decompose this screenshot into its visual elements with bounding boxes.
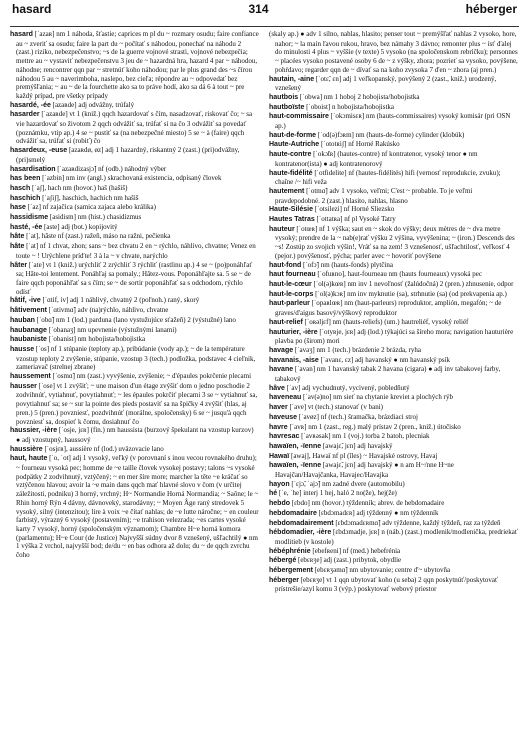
entry-headword: Hautes Tatras [269, 216, 315, 224]
dictionary-entry [269, 566, 518, 576]
dictionary-entry [10, 174, 259, 184]
entry-headword: haubanage [10, 326, 47, 334]
dictionary-entry [10, 316, 259, 326]
entry-headword: hebdomadaire [269, 509, 317, 517]
entry-headword: has been [10, 175, 41, 183]
entry-headword: hawaïen, -ïenne [269, 462, 322, 470]
dictionary-entry [269, 93, 518, 103]
dictionary-entry [269, 461, 518, 479]
dictionary-entry [269, 442, 518, 452]
entry-headword: hasardeux, -euse [10, 147, 68, 155]
entry-definition: [ˈavanɛ, ɛz] adj havanský ● nm havanský psík [320, 355, 451, 364]
entry-definition: [ˈazbin] nm inv (angl.) skrachovaná existencia, odpísaný človek [42, 174, 222, 183]
entry-headword: haut-relief [269, 318, 303, 326]
entry-definition: [ˈate] vt 1 (kniž.) urýchliť 2 zrýchliť 3 rýchliť (rastlinu ap.) 4 se ~ (po)ponáhľať sa; Hâte-toi lentement. Ponáhľaj sa pomaly.; Hâtez-vous. Poponáhľajte sa. 5 se ~ de faire qqch poponáhľať sa s čím; se ~ de sortir poponáhľať sa s odchodom, rýchlo odísť [16, 260, 253, 296]
entry-definition: [ɛbdɔmadje, jɛʀ] n (náb.) (zast.) modlenik/modlenička, predriekať modlitieb (v kostole) [275, 528, 518, 546]
entry-definition: [asidism] nm (hist.) chasidizmus [49, 213, 142, 222]
dictionary-entry [10, 261, 259, 297]
entry-headword: haubaniste [10, 336, 47, 344]
entry-definition: [ˈe, ˈhe] interj 1 hej, haló 2 no(že), hej(že) [278, 489, 397, 498]
entry-headword: hautbois [269, 93, 299, 101]
dictionary-entry [269, 215, 518, 225]
entry-definition: [ˈave] vt (tech.) stanovať (v bani) [289, 403, 383, 412]
dictionary-entry [269, 403, 518, 413]
dictionary-entry [10, 101, 259, 111]
dictionary-entry [10, 335, 259, 345]
entry-headword: hasard [10, 31, 33, 38]
entry-headword: Haute-Autriche [269, 141, 320, 149]
entry-definition: [ˈavaʒ] nm 1 (tech.) brázdenie 2 brázda, ryha [294, 345, 421, 354]
dictionary-entry [269, 290, 518, 300]
entry-definition: [ˈavøz] nf (tech.) šramačka, brázdiaci stroj [298, 412, 418, 421]
entry-definition: [ˈavʀ] nm 1 (zast., reg.) malý prístav 2 (pren., kniž.) útočisko [289, 422, 461, 431]
dictionary-entry [269, 432, 518, 442]
entry-headword: hasardisation [10, 165, 56, 173]
entry-definition: [ˈokɔmisɛʀ] nm (hauts-commissaires) vysoký komisár (pri OSN ap.) [275, 112, 511, 131]
entry-definition: [ˈotfidelite] nf (hautes-fidélités) hifi (vernosť reprodukcie, zvuku); chaîne /~ hifi veža [275, 168, 501, 187]
entry-definition: [ebɛʀʒəmɑ̃] nm ubytovanie; centre d'~ ubytovňa [314, 566, 451, 575]
entry-definition: [ebɛʀʒe] adj (zast.) pribytok, obydlie [297, 556, 402, 565]
entry-definition: [ˈopaʀlœʀ] nm (haut-parleurs) reproduktor, amplión, megafón; ~ de graves/d'aigus basový/výškový reproduktor [275, 299, 502, 318]
dictionary-entry [269, 75, 518, 93]
entry-definition: [awajɛ̃, jɛn] adj havajský [322, 441, 393, 450]
left-column [10, 30, 259, 594]
entry-definition: [ˈoʀəljɛf] nm (hauts-reliefs) (um.) hautreliéf, vysoký reliéf [304, 317, 469, 326]
dictionary-entry [269, 556, 518, 566]
dictionary-entry [10, 382, 259, 427]
entry-headword: Haute-Silésie [269, 206, 313, 214]
entry-headword: hautboïste [269, 103, 305, 111]
entry-definition: [ˈofɔ̃] nm (hauts-fonds) plytčina [303, 260, 394, 269]
dictionary-entry [269, 328, 518, 346]
entry-definition: [ˈobɑ̃] nm 1 (lod.) parduna (lano vystužujúce sťažeň) 2 (výstužné) lano [36, 315, 236, 324]
entry-definition: [ˈat] nf 1 chvat, zhon; sans ~ bez chvatu 2 en ~ rýchlo, náhlivo, chvatne; Venez en toute ~ ! Urýchlene príďte! 3 à la ~ v chvate, narýchlo [16, 242, 256, 260]
entry-headword: hasarder [10, 111, 40, 119]
dictionary-entry [269, 413, 518, 423]
entry-definition: [ˈotsilezi] nf Horné Sliezsko [314, 205, 395, 214]
dictionary-entry [10, 232, 259, 242]
dictionary-entry [10, 296, 259, 306]
dictionary-entry [269, 365, 518, 383]
dictionary-entry [10, 306, 259, 316]
entry-headword: hebdo [269, 500, 290, 508]
entry-definition: [ɛbdɔmadɛʀmɑ̃] adv týždenne, každý týždeň, raz za týždeň [335, 518, 501, 527]
left-guide-word: hasard [12, 2, 52, 16]
entry-definition: [ˈotmɑ̃] adv 1 vysoko, veľmi; C'est ~ probable. To je veľmi pravdepodobné. 2 (zast.) hlasito, nahlas, hlasno [275, 186, 473, 205]
entry-definition: [ˈɛjɔ̃, ˈajɔ̃] nm zadné dvere (automobilu) [291, 479, 405, 488]
dictionary-entry [269, 576, 518, 594]
dictionary-entry [10, 372, 259, 382]
dictionary-entry [269, 112, 518, 130]
entry-definition: [ˈat], hâste nf (zast.) ražeň, máso na ražni, pečienka [26, 232, 171, 241]
entry-headword: haveneau [269, 394, 302, 402]
dictionary-entry [269, 346, 518, 356]
entry-definition: [ɛbdɔmadɛʀ] adj týždenný ● nm týždenník [318, 508, 439, 517]
entry-headword: havanais, -aise [269, 356, 319, 364]
entry-headword: hébdomadier, -ière [269, 529, 332, 537]
entry-definition: [ˈɑtivmɑ̃] adv (na)rýchlo, náhlivo, chvatne [48, 306, 169, 315]
dictionary-entry [269, 423, 518, 433]
entry-headword: hausser [10, 382, 37, 390]
header-rule [10, 26, 519, 27]
right-guide-word: héberger [465, 2, 517, 16]
entry-definition: [ˈol(ə)kɔʀ] nm inv myknutie (sa), strhnutie (sa) (od prekvapenia ap.) [315, 289, 507, 298]
entry-definition: [ˈazaʀde] vt 1 (kniž.) qqch hazardovať s čím, nasadzovať, riskovať čo; ~ sa vie hazardovať so životom 2 qqch odvážiť sa, trúfať si na čo 3 odvážiť sa povedať (poznámku, vtip ap.) 4 se ~ pustiť sa (na nebezpečné miesto) 5 se ~ à (faire) qqch odvážiť sa, trúfať si (robiť) čo [16, 110, 253, 146]
entry-headword: hassidisme [10, 214, 49, 222]
entry-headword: hâte [10, 243, 25, 251]
entry-headword: havage [269, 346, 294, 354]
entry-definition: [ebefʀeni] nf (med.) hebefrénia [312, 546, 401, 555]
entry-headword: hase [10, 204, 26, 212]
dictionary-entry [269, 169, 518, 187]
entry-definition: [awaj], Hawaï nf pl (îles) ~ Havajské ostrovy, Havaj [290, 451, 438, 460]
entry-definition: [ˈaʃiʃ], haschich, hachich nm hašiš [42, 193, 139, 202]
entry-headword: hawaïen, -ïenne [269, 442, 322, 450]
entry-headword: haut, haute [10, 455, 48, 463]
entry-definition: [ˈobanaʒ] nm upevnenie (výstužnými lanami) [48, 325, 177, 334]
entry-definition: [aste] adj (bot.) kopijovitý [44, 222, 118, 231]
dictionary-entry [10, 165, 259, 175]
dictionary-entry [269, 299, 518, 317]
entry-definition: [awajɛ̃, jɛn] adj havajský ● n am H~/nne H~ne Havajčan/Havajčanka, Havajec/Havajka [275, 461, 454, 480]
entry-headword: hautain, -aine [269, 75, 315, 83]
entry-definition: [ˈavʀəsak] nm 1 (voj.) torba 2 batoh, plecniak [301, 432, 430, 441]
entry-definition: [ˈotyʀje, jɛʀ] adj (lod.) týkajúci sa šíreho mora; navigation hauturière plavba po (širom) mori [275, 327, 514, 346]
entry-definition: [ˈosje, jɛʀ] (fin.) nm haussista (burzový špekulant na vzostup kurzov) ● adj vzostupný, haussový [16, 426, 254, 444]
entry-definition: [azaʀde] adj odvážny, trúfalý [52, 100, 135, 109]
entry-headword: haut-parleur [269, 300, 310, 308]
dictionary-entry [269, 205, 518, 215]
dictionary-entry [269, 187, 518, 205]
entry-definition: [ˈosjɛʀ], aussière nf (lod.) uväzovacie lano [44, 444, 164, 453]
entry-headword: hayon [269, 480, 290, 488]
entry-headword: haussier, -ière [10, 427, 58, 435]
entry-definition: [ˈavan] nm 1 havanský tabak 2 havana (cigara) ● adj inv tabakovej farby, tabakový [275, 365, 501, 384]
entry-headword: haut-de-forme [269, 131, 317, 139]
entry-headword: haut fourneau [269, 271, 316, 279]
dictionary-entry [269, 140, 518, 150]
entry-definition: [ˈotœʀ] nf 1 výška; saut en ~ skok do výšky; deux mètres de ~ dva metre vysoký; prendre de la ~ nab(e)rať výšku 2 výšina, vyvýšenina; ~ (iron.) Descends des ~s! Zostúp zo svojich výšin!, Vráť sa na zem! 3 vznešenosť, ušľachtilosť, veľkosť 4 (pejor.) povýšenosť, pýcha; parler avec ~ hovoriť povýšene [275, 224, 515, 260]
entry-definition: [ˈav(ə)no] nm sieť na chytanie kreviet a plochých rýb [303, 393, 453, 402]
entry-definition: [ˈofuʀno], haut-fourneau nm (hauts fourneaux) vysoká pec [317, 270, 482, 279]
dictionary-entry [269, 318, 518, 328]
entry-definition: [ˈɑtif, iv] adj 1 náhlivý, chvatný 2 (poľnoh.) raný, skorý [42, 296, 200, 305]
entry-headword: hâter [10, 261, 28, 269]
entry-definition: [ˈokɔ̃tʀ] (hautes-contre) nf kontratenor, vysoký tenor ● nm kontratenor(ista) ● adj kontratenorový [275, 150, 478, 168]
dictionary-entry [10, 203, 259, 213]
entry-headword: hébergement [269, 567, 313, 575]
entry-definition: (skaly ap.) ● adv 1 silno, nahlas, hlasito; penser tout ~ premýšľať nahlas 2 vysoko, hore, nahor; ~ la main ľavou rukou, hravo, bez námahy 3 dávno; remonter plus ~ ísť ďalej do minulosti 4 plus ~ vyššie (v texte) 5 vysoko (na spoločenskom rebríčku); personnes ~ placées vysoko postavené osoby 6 de ~ z výšky, zhora; pozrieť sa vysoko, povýšene, pohŕdavo; regarder qqn de ~ dívať sa na koho zvysoka 7 d'en ~ zhora (aj pren.) [269, 30, 518, 74]
entry-definition: [ˈottatʀa] nf pl Vysoké Tatry [316, 215, 396, 224]
entry-definition: [ɛbdo] nm (hovor.) týždenník; abrev. de hebdomadaire [291, 499, 445, 508]
entry-definition: [ˈosmɑ̃] nm (zast.) vyvýšenie, zvýšenie; ~ d'épaules pokrčenie plecami [52, 372, 252, 381]
entry-headword: hâtif, -ive [10, 297, 41, 305]
entry-definition: [ˈos] nf 1 stúpanie (teploty ap.), pribúdanie (vody ap.); ~ de la température vzostup teploty 2 zvýšenie, stúpanie, vzostup 3 (tech.) podložka, podstavec 4 cieľnik, zameriavač (strelnej zbrane) [16, 344, 256, 372]
entry-definition: [ˈoboist] n hobojista/hobojistka [306, 102, 395, 111]
dictionary-entry [269, 356, 518, 366]
dictionary-entry [269, 528, 518, 546]
page-header [10, 0, 519, 24]
dictionary-entry [269, 30, 518, 75]
entry-headword: hasch [10, 184, 31, 192]
entry-definition: [ˈazaʀ] nm 1 náhoda, šťastie; caprices m pl du ~ rozmary osudu; faire confiance au ~ zveriť sa osudu; faire la part du ~ počítať s náhodou, ponechať na náhodu 2 (zast.) riziko, nebezpečenstvo; ~s de la guerre vojnové strasti, vojnové nebezpečia; mettre au ~ vystaviť nebezpečenstvu 3 jeu de ~ hazardná hra, hazard 4 par ~ náhodou, náhodne; rencontrer qqn par ~ stretnúť koho náhodou; par le plus grand des ~s čírou náhodou 5 au ~ naverimboha, naslepo, bez cieľa; répondre au ~ odpovedať bez premýšľania; ~ au ~ de la fourchette ako sa to práve hodí, ako sa dá 6 à tout ~ pre každý prípad, pre všetky prípady [16, 30, 259, 100]
entry-headword: Hawaï [269, 452, 290, 460]
dictionary-entry [269, 547, 518, 557]
entry-definition: [ˈol(ə)kœʀ] nm inv 1 nevoľnosť (žalúdočná) 2 (pren.) zhnusenie, odpor [313, 279, 514, 288]
dictionary-entry [10, 242, 259, 260]
entry-definition: [ebɛʀʒe] vt 1 qqn ubytovať koho (u seba) 2 qqn poskytnúť/poskytovať prístrešie/azyl komu 3 (výp.) poskytovať webový priestor [275, 575, 499, 594]
entry-headword: héberger [269, 576, 299, 584]
entry-headword: hâte [10, 233, 25, 241]
entry-headword: haussement [10, 373, 51, 381]
entry-headword: hébéphrénie [269, 547, 311, 555]
entry-headword: hausse [10, 345, 35, 353]
entry-headword: hé [269, 490, 278, 498]
dictionary-entry [269, 509, 518, 519]
entry-headword: havane [269, 366, 294, 374]
entry-headword: hebdomadairement [269, 519, 334, 527]
entry-headword: hauteur [269, 225, 295, 233]
columns [10, 30, 519, 594]
entry-definition: [ˈaʃ], hach nm (hovor.) haš (hašiš) [31, 183, 128, 192]
dictionary-entry [269, 384, 518, 394]
entry-headword: haver [269, 404, 288, 412]
dictionary-entry [269, 519, 518, 529]
dictionary-entry [10, 213, 259, 223]
dictionary-entry [269, 393, 518, 403]
entry-headword: havre [269, 423, 288, 431]
entry-headword: haut-fond [269, 261, 302, 269]
entry-headword: haut-le-corps [269, 290, 314, 298]
entry-headword: hauturier, -ière [269, 328, 318, 336]
entry-headword: hasté, -ée [10, 223, 43, 231]
dictionary-entry [269, 489, 518, 499]
dictionary-entry [269, 103, 518, 113]
dictionary-entry [10, 223, 259, 233]
dictionary-entry [269, 480, 518, 490]
entry-definition: [ˈobanist] nm hobojista/hobojistka [48, 335, 146, 344]
entry-definition: [ˈav] adj vychudnutý, vycivený, pobledňutý [286, 383, 410, 392]
entry-definition: [ˈazaʀdizasjɔ̃] nf (odb.) náhodný výber [57, 164, 167, 173]
entry-headword: hâtivement [10, 307, 47, 315]
entry-headword: haveuse [269, 413, 298, 421]
entry-definition: [ˈod(ə)fɔʀm] nm (hauts-de-forme) cylinder (klobúk) [317, 130, 465, 139]
dictionary-entry [10, 110, 259, 146]
dictionary-entry [10, 454, 259, 559]
dictionary-entry [269, 150, 518, 168]
entry-headword: haussière [10, 445, 43, 453]
dictionary-entry [269, 499, 518, 509]
entry-definition: [ˈotɛ̃, ɛn] adj 1 veľkopanský, povýšený 2 (zast., kniž.) urodzený, vznešený [275, 74, 497, 93]
entry-headword: haute-fidélité [269, 169, 313, 177]
entry-headword: haute-contre [269, 151, 312, 159]
dictionary-entry [269, 452, 518, 462]
dictionary-entry [269, 270, 518, 280]
entry-definition: [ˈose] vt 1 zvýšiť; ~ une maison d'un étage zvýšiť dom o jedno poschodie 2 zodvihnúť, vytiahnuť, povytiahnuť; ~ les épaules pokrčiť plecami 3 se ~ vytiahnuť sa, povytiahnuť sa; se ~ sur la pointe des pieds postaviť sa na špičky 4 zvýšiť (hlas, aj pren.) 5 (pren.) povzniesť, pozdvihnúť (morálne, spoločensky) 6 se ~ jusqu'à qqch povzniesť sa, dospieť k čomu, dosiahnuť čo [16, 381, 258, 426]
right-column [269, 30, 518, 594]
dictionary-entry [10, 184, 259, 194]
dictionary-entry [269, 131, 518, 141]
dictionary-entry [269, 280, 518, 290]
page-number: 314 [248, 2, 269, 16]
dictionary-entry [10, 146, 259, 164]
entry-headword: hasardé, -ée [10, 101, 51, 109]
dictionary-entry [269, 261, 518, 271]
entry-definition: [ˈo, ˈot] adj 1 vysoký, veľký (v porovnaní s inou vecou rovnakého druhu); ~ fourneau vysoká pec; homme de ~e taille človek vysokej postavy; talons ~s vysoké podpätky 2 zodvihnutý, vztýčený; ~ en mer šíre more; marcher la tête ~e kráčať so vztýčenou hlavou; avoir la ~e main dans qqch mať hlavné slovo v čom (v určitej záležitosti, podniku) 3 horný, vrchný; H~ Normandie Horná Normandia; ~ Saône; le ~ Rhin horný Rýn 4 dávny, dávnoveký, starodávny; ~ Moyen Âge raný stredovek 5 vysoký, silný (intenzitou); lire à voix ~e čítať nahlas; de ~e lutte náročne; ~ en couleur farbistý, výrazný 6 vysoký (postavením); ~e trahison velezrada; ~es cartes vysoké karty 7 vysoký, horný (spoločenským významom); Chambre H~e horná komora (parlamentu); H~e Cour (de Justice) Najvyšší súdny dvor 8 vznešený, ušľachtilý ● nm 1 výška 2 vrchol, najvyšší bod; de/du ~ en bas odhora až dolu; du ~ de qqch zvrchu čoho [16, 454, 259, 560]
entry-headword: hautement [269, 187, 305, 195]
entry-headword: hâve [269, 384, 285, 392]
entry-headword: hauban [10, 316, 35, 324]
entry-headword: havresac [269, 433, 300, 441]
entry-headword: haschich [10, 194, 41, 202]
entry-definition: [ˈaz] nf zajačica (samica zajaca alebo králika) [27, 203, 156, 212]
entry-definition: [ˈobwa] nm 1 hoboj 2 hobojista/hobojistka [299, 92, 420, 101]
dictionary-entry [10, 345, 259, 372]
entry-definition: [ˈototʀiʃ] nf Horné Rakúsko [320, 140, 400, 149]
dictionary-entry [269, 225, 518, 261]
dictionary-entry [10, 426, 259, 444]
entry-definition: [azaʀdø, øz] adj 1 hazardný, riskantný 2 (zast.) (pri)odvážny, (pri)smelý [16, 146, 240, 164]
entry-headword: haut-commissaire [269, 113, 329, 121]
dictionary-entry [10, 194, 259, 204]
dictionary-entry [10, 445, 259, 455]
entry-headword: haut-le-cœur [269, 280, 312, 288]
dictionary-entry [10, 326, 259, 336]
dictionary-entry [10, 30, 259, 101]
entry-headword: hébergé [269, 557, 297, 565]
